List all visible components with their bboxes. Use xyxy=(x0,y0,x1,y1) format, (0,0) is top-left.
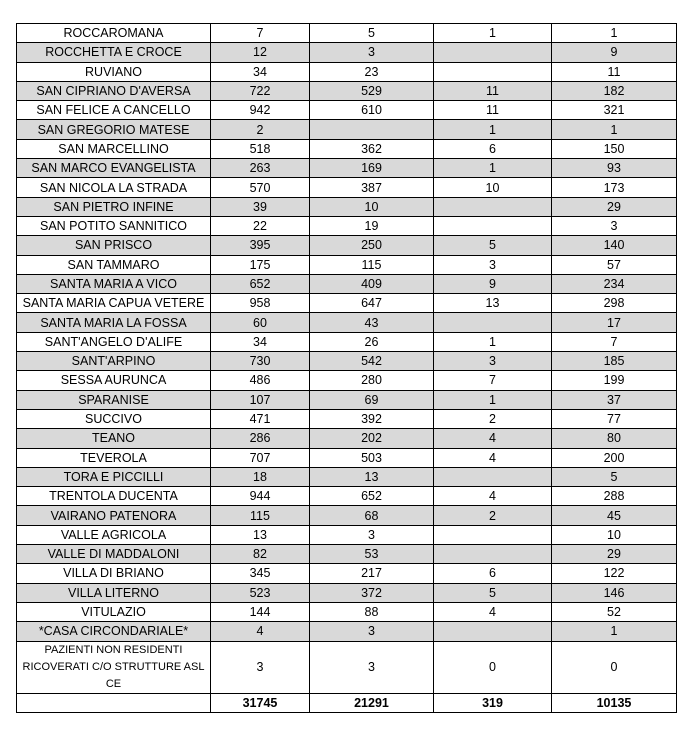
municipality-cell: SAN MARCO EVANGELISTA xyxy=(17,159,211,178)
municipality-cell: VITULAZIO xyxy=(17,602,211,621)
municipality-cell: ROCCAROMANA xyxy=(17,24,211,43)
value-cell-3: 6 xyxy=(434,564,552,583)
table-row xyxy=(17,24,677,43)
value-cell-1: 7 xyxy=(211,24,310,43)
municipality-cell: SANT'ANGELO D'ALIFE xyxy=(17,332,211,351)
value-cell-1: 144 xyxy=(211,602,310,621)
value-cell-3 xyxy=(434,313,552,332)
value-cell-1: 2 xyxy=(211,120,310,139)
value-cell-3: 13 xyxy=(434,294,552,313)
value-cell-3: 11 xyxy=(434,101,552,120)
value-cell-4: 200 xyxy=(552,448,677,467)
value-cell-2: 387 xyxy=(310,178,434,197)
value-cell-3: 1 xyxy=(434,390,552,409)
municipality-cell: VALLE DI MADDALONI xyxy=(17,545,211,564)
value-cell-3 xyxy=(434,62,552,81)
value-cell-3: 5 xyxy=(434,236,552,255)
total-cell-2: 21291 xyxy=(310,693,434,712)
value-cell-2: 13 xyxy=(310,467,434,486)
value-cell-3 xyxy=(434,545,552,564)
municipality-cell: TEANO xyxy=(17,429,211,448)
municipality-cell: SAN PIETRO INFINE xyxy=(17,197,211,216)
municipality-cell: SPARANISE xyxy=(17,390,211,409)
totals-label xyxy=(17,693,211,712)
value-cell-3 xyxy=(434,467,552,486)
municipality-cell: VILLA LITERNO xyxy=(17,583,211,602)
value-cell-4: 321 xyxy=(552,101,677,120)
value-cell-3 xyxy=(434,525,552,544)
value-cell-1: 944 xyxy=(211,487,310,506)
value-cell-3: 5 xyxy=(434,583,552,602)
value-cell-3: 3 xyxy=(434,255,552,274)
value-cell-1: 115 xyxy=(211,506,310,525)
value-cell-2: 3 xyxy=(310,622,434,641)
municipality-cell: SAN NICOLA LA STRADA xyxy=(17,178,211,197)
value-cell-2: 362 xyxy=(310,139,434,158)
value-cell-3: 1 xyxy=(434,159,552,178)
total-cell-3: 319 xyxy=(434,693,552,712)
totals-row xyxy=(17,693,677,712)
municipality-cell: TRENTOLA DUCENTA xyxy=(17,487,211,506)
value-cell-4: 57 xyxy=(552,255,677,274)
municipality-cell: SAN MARCELLINO xyxy=(17,139,211,158)
total-cell-4: 10135 xyxy=(552,693,677,712)
value-cell-3: 11 xyxy=(434,81,552,100)
value-cell-3 xyxy=(434,216,552,235)
value-cell-1: 395 xyxy=(211,236,310,255)
value-cell-1: 486 xyxy=(211,371,310,390)
value-cell-4: 7 xyxy=(552,332,677,351)
table-row xyxy=(17,81,677,100)
table-row xyxy=(17,506,677,525)
value-cell-2: 5 xyxy=(310,24,434,43)
value-cell-3: 2 xyxy=(434,409,552,428)
value-cell-4: 17 xyxy=(552,313,677,332)
value-cell-4: 140 xyxy=(552,236,677,255)
municipality-cell: VALLE AGRICOLA xyxy=(17,525,211,544)
value-cell-1: 18 xyxy=(211,467,310,486)
value-cell-1: 82 xyxy=(211,545,310,564)
value-cell-4: 37 xyxy=(552,390,677,409)
municipality-cell: SANTA MARIA LA FOSSA xyxy=(17,313,211,332)
table-row xyxy=(17,525,677,544)
municipality-cell: PAZIENTI NON RESIDENTI RICOVERATI C/O STRUTTURE ASL CE xyxy=(17,641,211,693)
value-cell-4: 199 xyxy=(552,371,677,390)
value-cell-1: 707 xyxy=(211,448,310,467)
value-cell-3 xyxy=(434,197,552,216)
value-cell-2: 503 xyxy=(310,448,434,467)
value-cell-4: 288 xyxy=(552,487,677,506)
table-row xyxy=(17,101,677,120)
value-cell-1: 175 xyxy=(211,255,310,274)
value-cell-1: 518 xyxy=(211,139,310,158)
value-cell-2: 115 xyxy=(310,255,434,274)
table-row xyxy=(17,448,677,467)
value-cell-4: 52 xyxy=(552,602,677,621)
table-row xyxy=(17,236,677,255)
table-row xyxy=(17,371,677,390)
table-row xyxy=(17,274,677,293)
table-row xyxy=(17,197,677,216)
value-cell-3: 4 xyxy=(434,487,552,506)
table-row xyxy=(17,602,677,621)
value-cell-1: 570 xyxy=(211,178,310,197)
value-cell-2: 26 xyxy=(310,332,434,351)
table-row xyxy=(17,409,677,428)
value-cell-1: 958 xyxy=(211,294,310,313)
table-row xyxy=(17,641,677,693)
value-cell-4: 11 xyxy=(552,62,677,81)
value-cell-3: 0 xyxy=(434,641,552,693)
value-cell-2: 3 xyxy=(310,641,434,693)
value-cell-3: 4 xyxy=(434,602,552,621)
value-cell-4: 77 xyxy=(552,409,677,428)
value-cell-2: 43 xyxy=(310,313,434,332)
value-cell-1: 471 xyxy=(211,409,310,428)
value-cell-1: 34 xyxy=(211,332,310,351)
table-row xyxy=(17,352,677,371)
value-cell-3: 2 xyxy=(434,506,552,525)
municipality-cell: ROCCHETTA E CROCE xyxy=(17,43,211,62)
total-cell-1: 31745 xyxy=(211,693,310,712)
value-cell-4: 29 xyxy=(552,197,677,216)
municipality-cell: SUCCIVO xyxy=(17,409,211,428)
value-cell-2: 3 xyxy=(310,43,434,62)
value-cell-4: 1 xyxy=(552,120,677,139)
value-cell-2: 652 xyxy=(310,487,434,506)
value-cell-2: 19 xyxy=(310,216,434,235)
value-cell-2: 392 xyxy=(310,409,434,428)
value-cell-1: 286 xyxy=(211,429,310,448)
value-cell-3: 10 xyxy=(434,178,552,197)
municipality-cell: SANTA MARIA A VICO xyxy=(17,274,211,293)
value-cell-2: 529 xyxy=(310,81,434,100)
value-cell-1: 3 xyxy=(211,641,310,693)
value-cell-1: 60 xyxy=(211,313,310,332)
value-cell-1: 345 xyxy=(211,564,310,583)
value-cell-2: 169 xyxy=(310,159,434,178)
value-cell-1: 107 xyxy=(211,390,310,409)
table-row xyxy=(17,583,677,602)
value-cell-2: 250 xyxy=(310,236,434,255)
value-cell-4: 1 xyxy=(552,24,677,43)
table-row xyxy=(17,139,677,158)
value-cell-3 xyxy=(434,43,552,62)
municipality-cell: SANTA MARIA CAPUA VETERE xyxy=(17,294,211,313)
table-row xyxy=(17,294,677,313)
value-cell-4: 1 xyxy=(552,622,677,641)
municipality-cell: SAN POTITO SANNITICO xyxy=(17,216,211,235)
value-cell-3: 9 xyxy=(434,274,552,293)
value-cell-1: 12 xyxy=(211,43,310,62)
value-cell-3: 7 xyxy=(434,371,552,390)
value-cell-1: 523 xyxy=(211,583,310,602)
value-cell-2: 409 xyxy=(310,274,434,293)
value-cell-2: 23 xyxy=(310,62,434,81)
value-cell-4: 150 xyxy=(552,139,677,158)
value-cell-3: 1 xyxy=(434,120,552,139)
municipality-cell: SAN CIPRIANO D'AVERSA xyxy=(17,81,211,100)
value-cell-4: 298 xyxy=(552,294,677,313)
municipality-cell: VILLA DI BRIANO xyxy=(17,564,211,583)
table-body xyxy=(17,24,677,694)
municipality-cell: SAN GREGORIO MATESE xyxy=(17,120,211,139)
value-cell-3: 4 xyxy=(434,448,552,467)
value-cell-2: 542 xyxy=(310,352,434,371)
municipality-cell: SAN TAMMARO xyxy=(17,255,211,274)
value-cell-4: 146 xyxy=(552,583,677,602)
table-row xyxy=(17,390,677,409)
value-cell-1: 730 xyxy=(211,352,310,371)
data-table xyxy=(16,23,677,713)
value-cell-4: 0 xyxy=(552,641,677,693)
value-cell-2: 372 xyxy=(310,583,434,602)
municipality-cell: SANT'ARPINO xyxy=(17,352,211,371)
value-cell-2: 217 xyxy=(310,564,434,583)
value-cell-2: 280 xyxy=(310,371,434,390)
table-row xyxy=(17,545,677,564)
value-cell-2 xyxy=(310,120,434,139)
municipality-cell: SAN FELICE A CANCELLO xyxy=(17,101,211,120)
value-cell-4: 80 xyxy=(552,429,677,448)
value-cell-1: 942 xyxy=(211,101,310,120)
value-cell-1: 13 xyxy=(211,525,310,544)
value-cell-4: 185 xyxy=(552,352,677,371)
value-cell-2: 3 xyxy=(310,525,434,544)
table-row xyxy=(17,159,677,178)
value-cell-4: 122 xyxy=(552,564,677,583)
value-cell-4: 93 xyxy=(552,159,677,178)
value-cell-1: 652 xyxy=(211,274,310,293)
value-cell-1: 22 xyxy=(211,216,310,235)
value-cell-2: 202 xyxy=(310,429,434,448)
value-cell-3: 3 xyxy=(434,352,552,371)
municipality-cell: SESSA AURUNCA xyxy=(17,371,211,390)
table-row xyxy=(17,487,677,506)
table-row xyxy=(17,622,677,641)
value-cell-2: 53 xyxy=(310,545,434,564)
table-row xyxy=(17,467,677,486)
value-cell-2: 647 xyxy=(310,294,434,313)
table-row xyxy=(17,62,677,81)
municipality-cell: RUVIANO xyxy=(17,62,211,81)
value-cell-1: 4 xyxy=(211,622,310,641)
table-row xyxy=(17,313,677,332)
value-cell-4: 173 xyxy=(552,178,677,197)
municipality-cell: TORA E PICCILLI xyxy=(17,467,211,486)
value-cell-3 xyxy=(434,622,552,641)
value-cell-1: 34 xyxy=(211,62,310,81)
value-cell-4: 10 xyxy=(552,525,677,544)
value-cell-2: 69 xyxy=(310,390,434,409)
table-row xyxy=(17,255,677,274)
value-cell-4: 3 xyxy=(552,216,677,235)
value-cell-1: 722 xyxy=(211,81,310,100)
value-cell-3: 1 xyxy=(434,24,552,43)
table-row xyxy=(17,216,677,235)
table-row xyxy=(17,178,677,197)
value-cell-2: 68 xyxy=(310,506,434,525)
municipality-cell: VAIRANO PATENORA xyxy=(17,506,211,525)
table-row xyxy=(17,120,677,139)
value-cell-4: 234 xyxy=(552,274,677,293)
municipality-cell: TEVEROLA xyxy=(17,448,211,467)
value-cell-4: 45 xyxy=(552,506,677,525)
municipality-cell: SAN PRISCO xyxy=(17,236,211,255)
value-cell-2: 610 xyxy=(310,101,434,120)
value-cell-1: 263 xyxy=(211,159,310,178)
table-row xyxy=(17,43,677,62)
value-cell-3: 1 xyxy=(434,332,552,351)
value-cell-4: 182 xyxy=(552,81,677,100)
value-cell-2: 10 xyxy=(310,197,434,216)
value-cell-3: 6 xyxy=(434,139,552,158)
table-row xyxy=(17,429,677,448)
value-cell-4: 29 xyxy=(552,545,677,564)
municipality-cell: *CASA CIRCONDARIALE* xyxy=(17,622,211,641)
value-cell-2: 88 xyxy=(310,602,434,621)
value-cell-4: 9 xyxy=(552,43,677,62)
value-cell-4: 5 xyxy=(552,467,677,486)
value-cell-1: 39 xyxy=(211,197,310,216)
value-cell-3: 4 xyxy=(434,429,552,448)
table-row xyxy=(17,332,677,351)
table-row xyxy=(17,564,677,583)
